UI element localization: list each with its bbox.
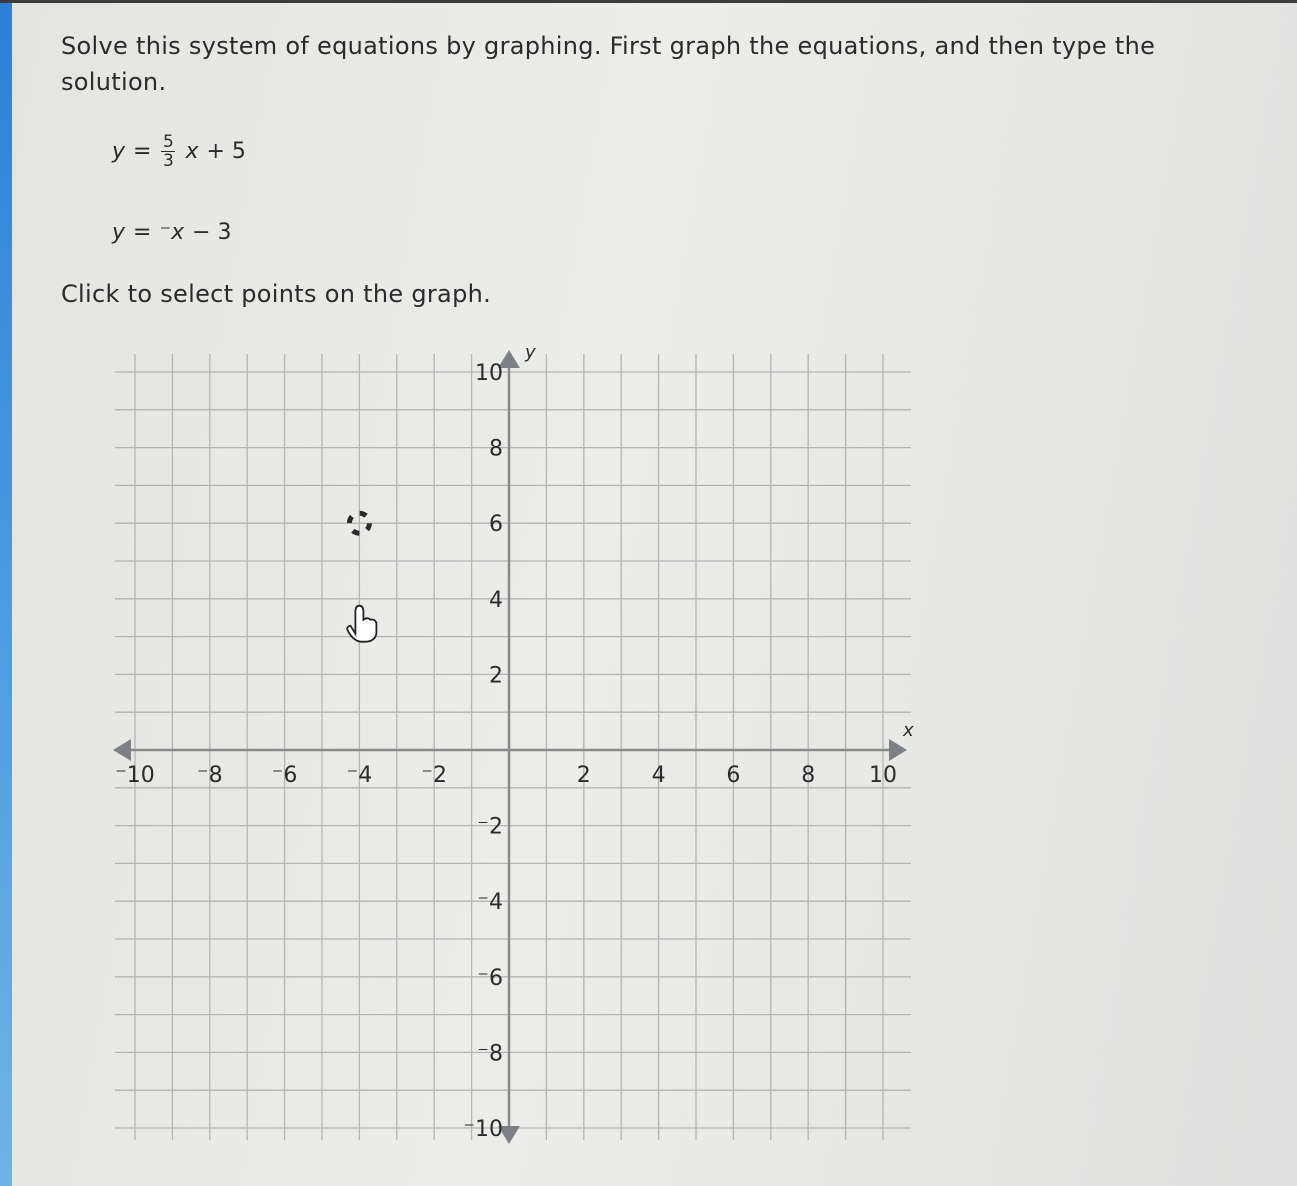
y-tick-label: ⁻8 — [477, 1041, 503, 1067]
x-tick-label: ⁻6 — [271, 763, 298, 788]
x-tick-label: ⁻8 — [196, 763, 223, 788]
graph-instruction: Click to select points on the graph. — [61, 280, 492, 308]
eq1-denominator: 3 — [163, 151, 174, 171]
y-tick-label: ⁻4 — [477, 890, 503, 916]
eq2-rest: − 3 — [192, 220, 232, 245]
eq1-var: x — [185, 139, 199, 164]
hand-shape — [347, 606, 376, 642]
y-axis-label: y — [525, 342, 536, 363]
x-tick-label: 6 — [726, 763, 741, 788]
hand-cursor-icon — [347, 606, 376, 642]
axes — [113, 350, 907, 1144]
x-tick-label: 10 — [869, 763, 897, 788]
eq2-rhs-var: ⁻x — [159, 220, 185, 245]
grid-lines — [115, 354, 911, 1140]
x-tick-label: 8 — [801, 763, 816, 788]
x-tick-label: 4 — [651, 763, 666, 788]
x-tick-label: ⁻2 — [421, 763, 448, 788]
y-tick-label: 10 — [475, 361, 503, 386]
y-tick-label: 6 — [489, 512, 503, 538]
y-tick-label: ⁻2 — [477, 814, 503, 840]
x-axis-left-arrow-icon — [113, 739, 131, 761]
eq1-equals: = — [133, 139, 152, 164]
x-axis-label: x — [903, 720, 914, 741]
eq1-lhs: y — [112, 139, 126, 164]
y-tick-label: 8 — [489, 436, 503, 462]
x-tick-label: ⁻4 — [346, 763, 373, 788]
eq1-numerator: 5 — [163, 132, 174, 152]
tick-labels — [115, 361, 897, 1142]
eq2-equals: = — [133, 220, 152, 245]
x-tick-label: ⁻10 — [115, 763, 155, 788]
x-axis-right-arrow-icon — [889, 739, 907, 761]
eq1-rest: + 5 — [206, 139, 246, 164]
y-tick-label: ⁻10 — [463, 1117, 503, 1142]
eq2-lhs: y — [112, 220, 126, 245]
question-prompt: Solve this system of equations by graphing. First graph the equations, and then type the solution. — [61, 32, 1156, 96]
y-tick-label: 4 — [489, 587, 503, 613]
x-tick-label: 2 — [576, 763, 591, 788]
y-tick-label: 2 — [489, 663, 503, 689]
y-tick-label: ⁻6 — [477, 965, 503, 991]
